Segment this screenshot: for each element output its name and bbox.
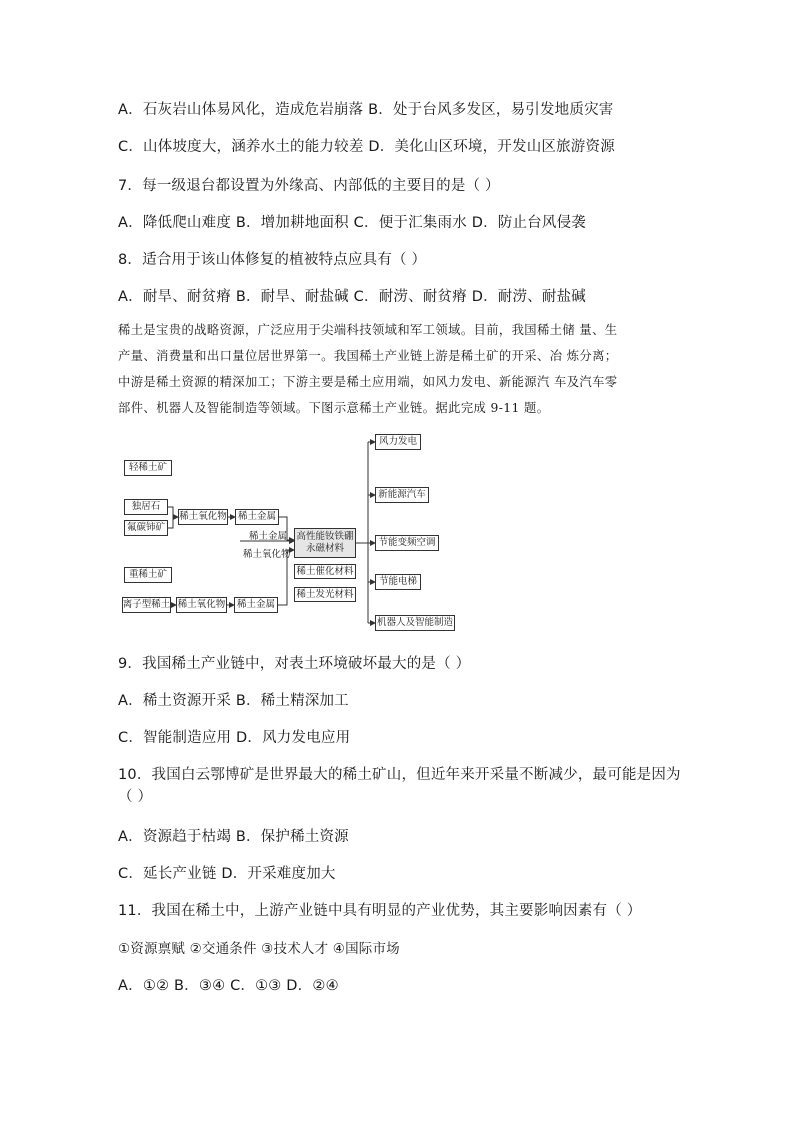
bastnaesite-box: 氟碳铈矿 [124,520,168,536]
metal-bottom-box: 稀土金属 [234,597,278,613]
ionic-rare-earth-box: 离子型稀土 [122,597,171,613]
q8-stem: 8．适合用于该山体修复的植被特点应具有（ ） [118,252,427,268]
q11-factors: ①资源禀赋 ②交通条件 ③技术人才 ④国际市场 [118,941,400,957]
oxide-bottom-box: 稀土氧化物 [176,597,227,613]
ndfeb-magnet-box [294,528,356,558]
oxide-top-box: 稀土氧化物 [178,509,228,525]
q10-stem-line-2: （ ） [118,789,153,805]
q10-options-row-2: C．延长产业链 D．开采难度加大 [118,866,336,882]
inverter-ac-box: 节能变频空调 [375,535,439,551]
new-energy-vehicle-box: 新能源汽车 [375,487,429,503]
metal-top-box: 稀土金属 [235,509,279,525]
magnet-line-1: 高性能钕铁硼 [296,531,354,543]
q7-stem: 7．每一级退台都设置为外缘高、内部低的主要目的是（ ） [118,178,500,194]
wind-power-box: 风力发电 [375,434,421,450]
heavy-rare-earth-ore-box: 重稀土矿 [124,567,172,583]
passage-line: 部件、机器人及智能制造等领域。下图示意稀土产业链。据此完成 9-11 题。 [118,401,550,415]
passage-line: 产量、消费量和出口量位居世界第一。我国稀土产业链上游是稀土矿的开采、冶 炼分离； [118,349,618,363]
q9-stem: 9．我国稀土产业链中，对表土环境破坏最大的是（ ） [118,656,471,672]
energy-saving-elevator-box: 节能电梯 [375,574,421,590]
q6-option-row-1: A．石灰岩山体易风化，造成危岩崩落 B．处于台风多发区，易引发地质灾害 [118,102,614,118]
q9-options-row-1: A．稀土资源开采 B．稀土精深加工 [118,693,349,709]
q11-options: A．①② B．③④ C．①③ D．②④ [118,978,339,994]
q10-stem-line-1: 10．我国白云鄂博矿是世界最大的稀土矿山，但近年来开采量不断减少，最可能是因为 [118,767,681,783]
q11-stem: 11．我国在稀土中，上游产业链中具有明显的产业优势，其主要影响因素有（ ） [118,903,642,919]
catalyst-material-box: 稀土催化材料 [294,564,356,579]
light-rare-earth-ore-box: 轻稀土矿 [124,460,172,476]
q8-options: A．耐旱、耐贫瘠 B．耐旱、耐盐碱 C．耐涝、耐贫瘠 D．耐涝、耐盐碱 [118,289,586,305]
monazite-box: 独居石 [124,499,168,515]
q10-stem [118,764,681,808]
magnet-line-2: 永磁材料 [305,543,344,554]
q10-options-row-1: A．资源趋于枯竭 B．保护稀土资源 [118,829,349,845]
robot-smart-manufacturing-box: 机器人及智能制造 [375,615,455,631]
rare-earth-industry-chain-diagram [118,430,478,635]
passage [118,317,678,421]
luminous-material-box: 稀土发光材料 [294,587,356,602]
q9-options-row-2: C．智能制造应用 D．风力发电应用 [118,730,351,746]
q7-options: A．降低爬山难度 B．增加耕地面积 C．便于汇集雨水 D．防止台风侵袭 [118,215,586,231]
metal-mid-label: 稀土金属 [249,531,288,542]
passage-line: 稀土是宝贵的战略资源，广泛应用于尖端科技领域和军工领域。目前，我国稀土储 量、生 [118,323,618,337]
q6-option-row-2: C．山体坡度大，涵养水土的能力较差 D．美化山区环境，开发山区旅游资源 [118,139,615,155]
oxide-mid-label: 稀土氧化物 [243,549,291,560]
passage-line: 中游是稀土资源的精深加工；下游主要是稀土应用端，如风力发电、新能源汽 车及汽车零 [118,375,618,389]
